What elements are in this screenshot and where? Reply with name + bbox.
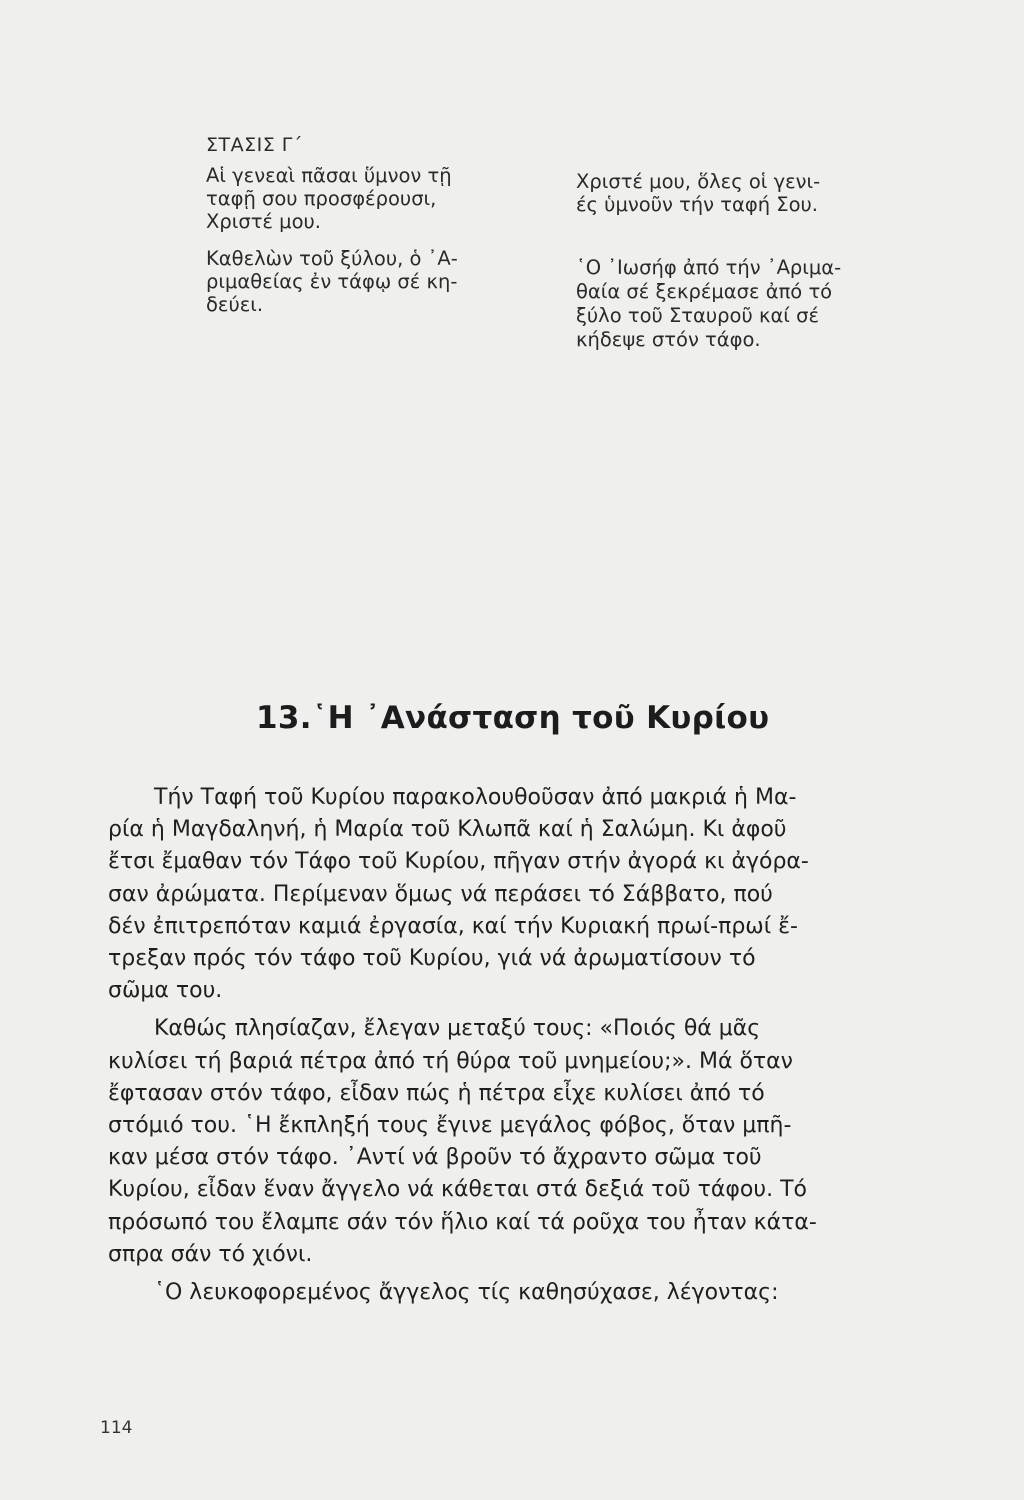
hymn-verse-2 [206,247,906,372]
modern-translation-column [576,164,906,253]
paragraph: Καθώς πλησίαζαν, ἔλεγαν μεταξύ τους: «Ποιός θά μᾶς κυλίσει τή βαριά πέτρα ἀπό τή θύρα τοῦ μνημείου;». Μά ὅταν ἔφτασαν στόν τάφο, εἶδαν πώς ἡ πέτρα εἶχε κυλίσει ἀπό τό στόμιό του. ῾Η ἔκπληξή τους ἔγινε μεγάλος φόβος, ὅταν μπῆ- καν μέσα στόν τάφο. ᾿Αντί νά βροῦν τό ἄχραντο σῶμα τοῦ Κυρίου, εἶδαν ἕναν ἄγγελο νά κάθεται στά δεξιά τοῦ τάφου. Τό πρόσωπό του ἔλαμπε σάν τόν ἥλιο καί τά ροῦχα του ἦταν κάτα- σπρα σάν τό χιόνι. [108,1016,817,1267]
body-text [108,782,942,1315]
page-number: 114 [100,1418,133,1438]
ancient-verse: Καθελὼν τοῦ ξύλου, ὁ ᾿Α- ριμαθείας ἐν τάφῳ σέ κη- δεύει. [206,247,458,316]
ancient-text-column [206,247,576,372]
ancient-text-column [206,164,576,253]
modern-translation-column [576,247,906,372]
paragraph: Τήν Ταφή τοῦ Κυρίου παρακολουθοῦσαν ἀπό μακριά ἡ Μα- ρία ἡ Μαγδαληνή, ἡ Μαρία τοῦ Κλωπᾶ καί ἡ Σαλώμη. Κι ἀφοῦ ἔτσι ἔμαθαν τόν Τάφο τοῦ Κυρίου, πῆγαν στήν ἀγορά κι ἀγόρα- σαν ἀρώματα. Περίμεναν ὅμως νά περάσει τό Σάββατο, πού δέν ἐπιτρεπόταν καμιά ἐργασία, καί τήν Κυριακή πρωί-πρωί ἔ- τρεξαν πρός τόν τάφο τοῦ Κυρίου, γιά νά ἀρωματίσουν τό σῶμα του. [108,785,809,1004]
hymn-section [206,134,906,372]
hymn-verse-1 [206,164,906,253]
chapter-title: 13.῾Η ᾿Ανάσταση τοῦ Κυρίου [256,700,770,736]
hymn-section-header: ΣΤΑΣΙΣ Γ΄ [206,134,303,156]
ancient-verse: Αἱ γενεαὶ πᾶσαι ὕμνον τῇ ταφῇ σου προσφέρουσι, Χριστέ μου. [206,164,452,233]
modern-verse: Χριστέ μου, ὅλες οἱ γενι- ές ὑμνοῦν τήν ταφή Σου. [576,170,821,216]
paragraph: ῾Ο λευκοφορεμένος ἄγγελος τίς καθησύχασε, λέγοντας: [154,1280,779,1306]
modern-verse: ῾Ο ᾿Ιωσήφ ἀπό τήν ᾿Αριμα- θαία σέ ξεκρέμασε ἀπό τό ξύλο τοῦ Σταυροῦ καί σέ κήδεψε στόν τάφο. [576,256,842,351]
